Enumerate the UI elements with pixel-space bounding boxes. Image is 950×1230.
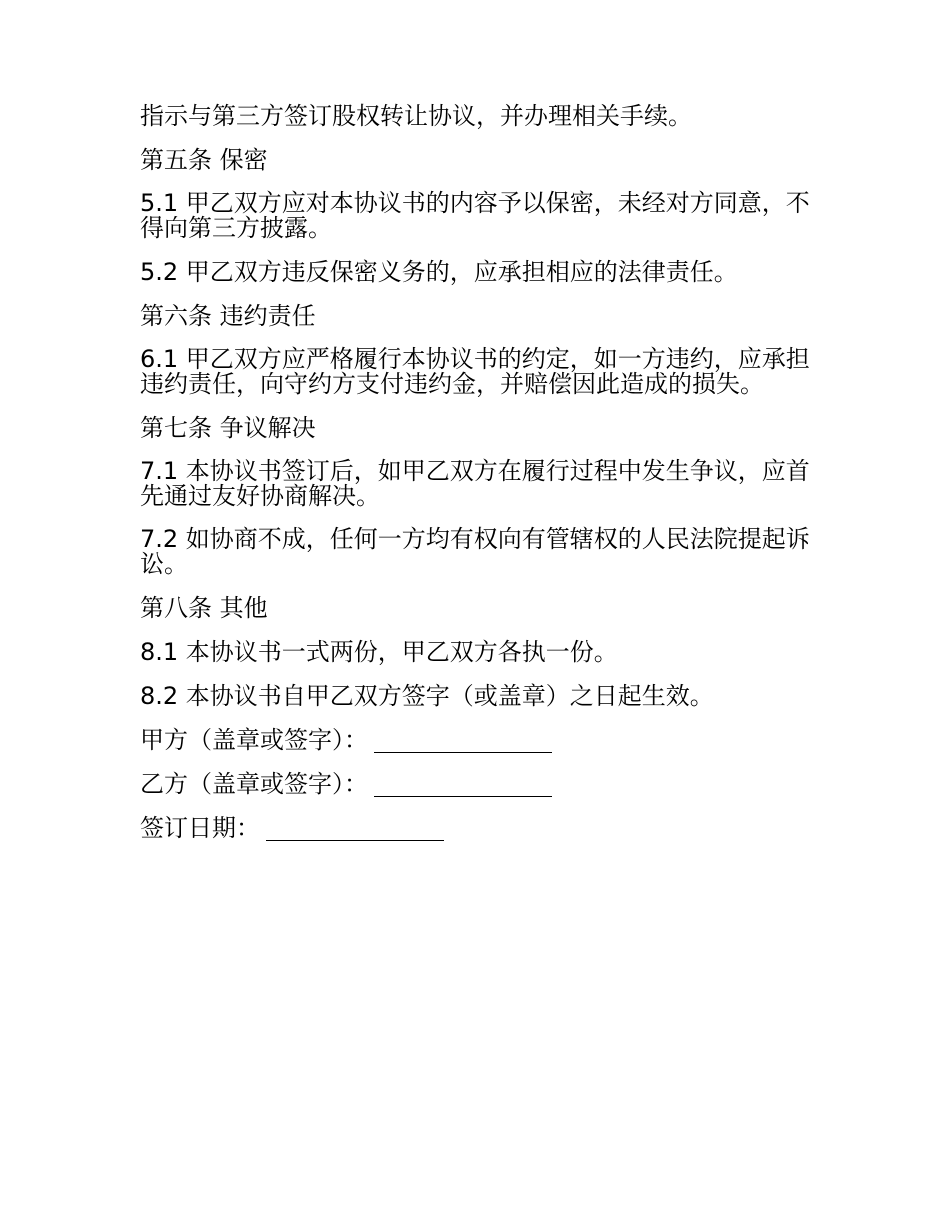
signing-date-line [266,818,444,841]
party-b-signature-line [374,774,552,797]
article-5-heading: 第五条 保密 [140,146,268,174]
clause-6-1: 6.1 甲乙双方应严格履行本协议书的约定，如一方违约，应承担违约责任，向守约方支付违约金，并赔偿因此造成的损失。 [140,345,810,398]
clause-7-2: 7.2 如协商不成，任何一方均有权向有管辖权的人民法院提起诉讼。 [140,525,810,578]
party-a-signature-line [374,730,552,753]
party-a-signature-label: 甲方（盖章或签字）： [140,726,368,754]
document-page [140,103,810,859]
article-8-heading: 第八条 其他 [140,594,268,622]
clause-8-2: 8.2 本协议书自甲乙双方签字（或盖章）之日起生效。 [140,682,714,710]
party-b-signature-row [140,771,810,797]
signing-date-row [140,815,810,841]
signing-date-label: 签订日期： [140,814,260,842]
party-a-signature-row [140,727,810,753]
article-6-heading: 第六条 违约责任 [140,302,316,330]
article-7-heading: 第七条 争议解决 [140,414,316,442]
clause-5-2: 5.2 甲乙双方违反保密义务的，应承担相应的法律责任。 [140,258,738,286]
clause-8-1: 8.1 本协议书一式两份，甲乙双方各执一份。 [140,638,618,666]
clause-7-1: 7.1 本协议书签订后，如甲乙双方在履行过程中发生争议，应首先通过友好协商解决。 [140,457,810,510]
party-b-signature-label: 乙方（盖章或签字）： [140,770,368,798]
intro-line: 指示与第三方签订股权转让协议，并办理相关手续。 [140,102,692,130]
clause-5-1: 5.1 甲乙双方应对本协议书的内容予以保密，未经对方同意，不得向第三方披露。 [140,189,810,242]
